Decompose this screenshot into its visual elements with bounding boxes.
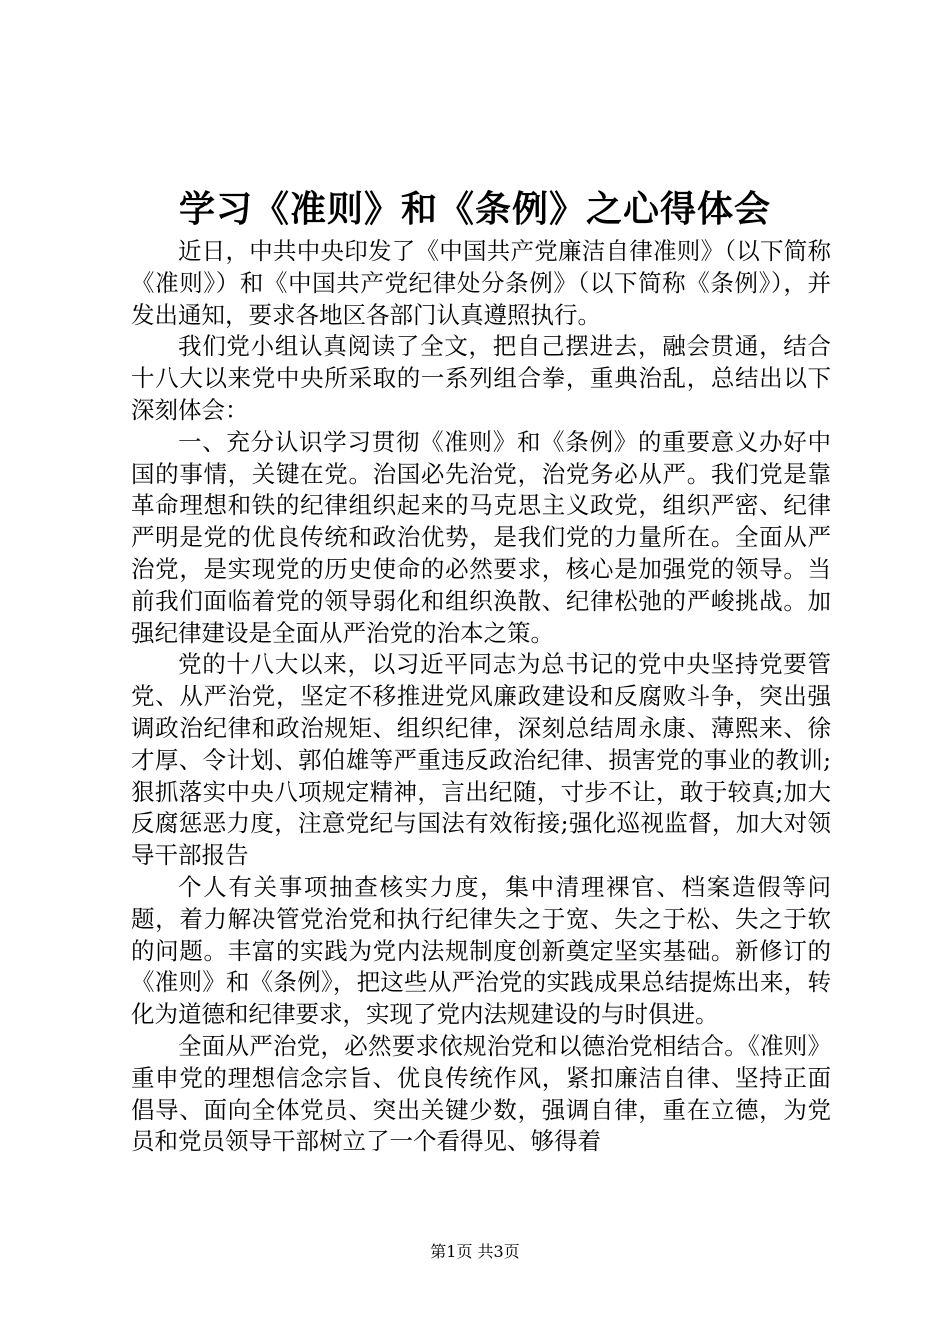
paragraph: 我们党小组认真阅读了全文，把自己摆进去，融会贯通，结合十八大以来党中央所采取的一系列组合拳，重典治乱，总结出以下深刻体会： bbox=[131, 332, 831, 424]
paragraph: 近日，中共中央印发了《中国共产党廉洁自律准则》（以下简称《准则》）和《中国共产党纪律处分条例》（以下简称《条例》），并发出通知，要求各地区各部门认真遵照执行。 bbox=[131, 237, 831, 329]
paragraph: 个人有关事项抽查核实力度，集中清理裸官、档案造假等问题，着力解决管党治党和执行纪律失之于宽、失之于松、失之于软的问题。丰富的实践为党内法规制度创新奠定坚实基础。新修订的《准则》和《条例》，把这些从严治党的实践成果总结提炼出来，转化为道德和纪律要求，实现了党内法规建设的与时俱进。 bbox=[131, 872, 831, 1029]
paragraph: 全面从严治党，必然要求依规治党和以德治党相结合。《准则》重申党的理想信念宗旨、优良传统作风，紧扣廉洁自律、坚持正面倡导、面向全体党员、突出关键少数，强调自律，重在立德，为党员和党员领导干部树立了一个看得见、够得着 bbox=[131, 1031, 831, 1156]
paragraph: 党的十八大以来，以习近平同志为总书记的党中央坚持党要管党、从严治党，坚定不移推进党风廉政建设和反腐败斗争，突出强调政治纪律和政治规矩、组织纪律，深刻总结周永康、薄熙来、徐才厚、令计划、郭伯雄等严重违反政治纪律、损害党的事业的教训;狠抓落实中央八项规定精神，言出纪随，寸步不让，敢于较真;加大反腐惩恶力度，注意党纪与国法有效衔接;强化巡视监督，加大对领导干部报告 bbox=[131, 650, 831, 870]
document-title: 学习《准则》和《条例》之心得体会 bbox=[178, 188, 771, 230]
paragraph: 一、充分认识学习贯彻《准则》和《条例》的重要意义办好中国的事情，关键在党。治国必先治党，治党务必从严。我们党是靠革命理想和铁的纪律组织起来的马克思主义政党，组织严密、纪律严明是党的优良传统和政治优势，是我们党的力量所在。全面从严治党，是实现党的历史使命的必然要求，核心是加强党的领导。当前我们面临着党的领导弱化和组织涣散、纪律松弛的严峻挑战。加强纪律建设是全面从严治党的治本之策。 bbox=[131, 427, 831, 647]
document-body bbox=[131, 236, 831, 1158]
page-number-footer: 第1页 共3页 bbox=[430, 1242, 520, 1261]
